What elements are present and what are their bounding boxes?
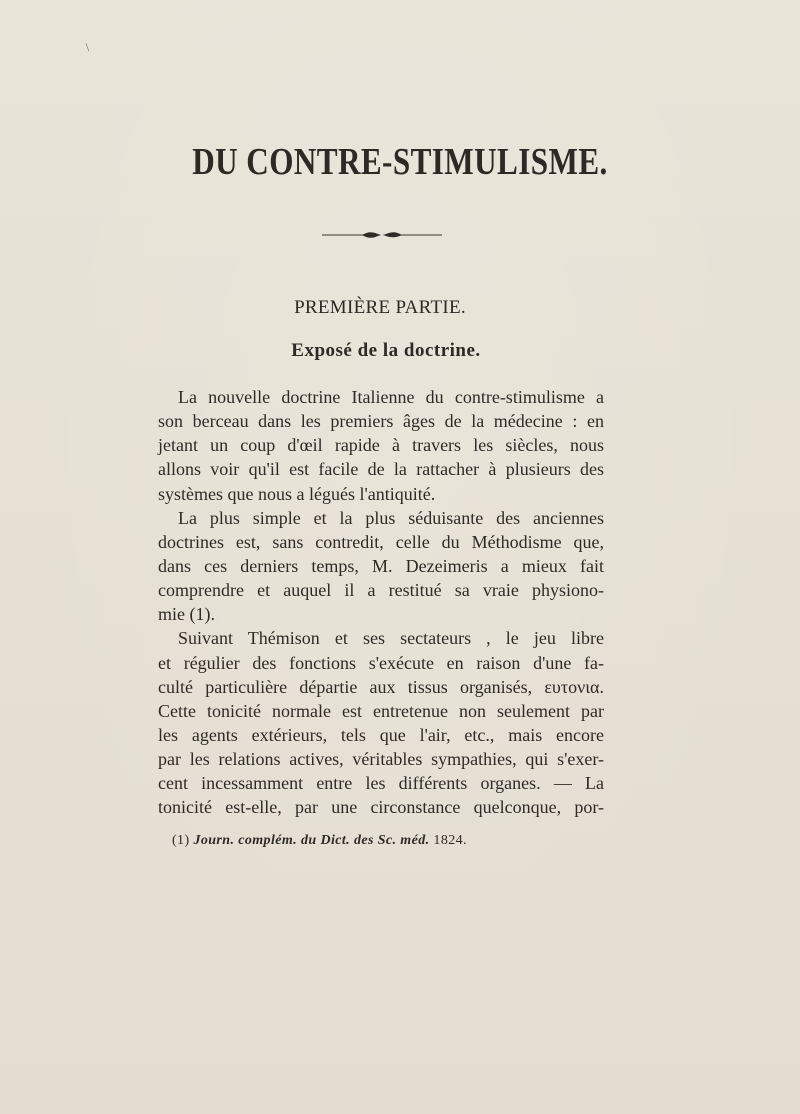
text-line: comprendre et auquel il a restitué sa vraie physiono- bbox=[158, 580, 604, 601]
text-line: les agents extérieurs, tels que l'air, etc., mais encore bbox=[158, 724, 604, 745]
part-heading: PREMIÈRE PARTIE. bbox=[294, 297, 466, 318]
text-line: systèmes que nous a légués l'antiquité. bbox=[158, 483, 436, 504]
page-title: DU CONTRE-STIMULISME. bbox=[192, 141, 608, 183]
text-line: doctrines est, sans contredit, celle du Méthodisme que, bbox=[158, 531, 604, 552]
footnote-year: 1824. bbox=[433, 833, 467, 848]
footnote bbox=[172, 833, 467, 849]
text-line: jetant un coup d'œil rapide à travers les siècles, nous bbox=[158, 435, 604, 456]
section-heading: Exposé de la doctrine. bbox=[291, 340, 481, 361]
text-line: cent incessamment entre les différents organes. — La bbox=[158, 773, 604, 794]
text-line: son berceau dans les premiers âges de la médecine : en bbox=[158, 411, 604, 432]
text-line: dans ces derniers temps, M. Dezeimeris a mieux fait bbox=[158, 555, 604, 576]
text-line: culté particulière départie aux tissus organisés, ευτονια. bbox=[158, 676, 604, 697]
ornament-divider-icon bbox=[322, 228, 442, 240]
text-line: allons voir qu'il est facile de la rattacher à plusieurs des bbox=[158, 459, 604, 480]
text-line: Suivant Thémison et ses sectateurs , le jeu libre bbox=[178, 628, 604, 649]
text-line: Cette tonicité normale est entretenue non seulement par bbox=[158, 700, 604, 721]
text-line: tonicité est-elle, par une circonstance quelconque, por- bbox=[158, 797, 604, 818]
text-line: et régulier des fonctions s'exécute en raison d'une fa- bbox=[158, 652, 604, 673]
footnote-citation: Journ. complém. du Dict. des Sc. méd. bbox=[193, 833, 430, 848]
text-line: La plus simple et la plus séduisante des anciennes bbox=[178, 507, 604, 528]
text-line: mie (1). bbox=[158, 604, 215, 625]
footnote-number: (1) bbox=[172, 833, 190, 848]
body-text bbox=[158, 385, 604, 820]
text-line: par les relations actives, véritables sympathies, qui s'exer- bbox=[158, 749, 604, 770]
paper-speck: / bbox=[81, 40, 94, 54]
text-line: La nouvelle doctrine Italienne du contre-stimulisme a bbox=[178, 387, 604, 407]
